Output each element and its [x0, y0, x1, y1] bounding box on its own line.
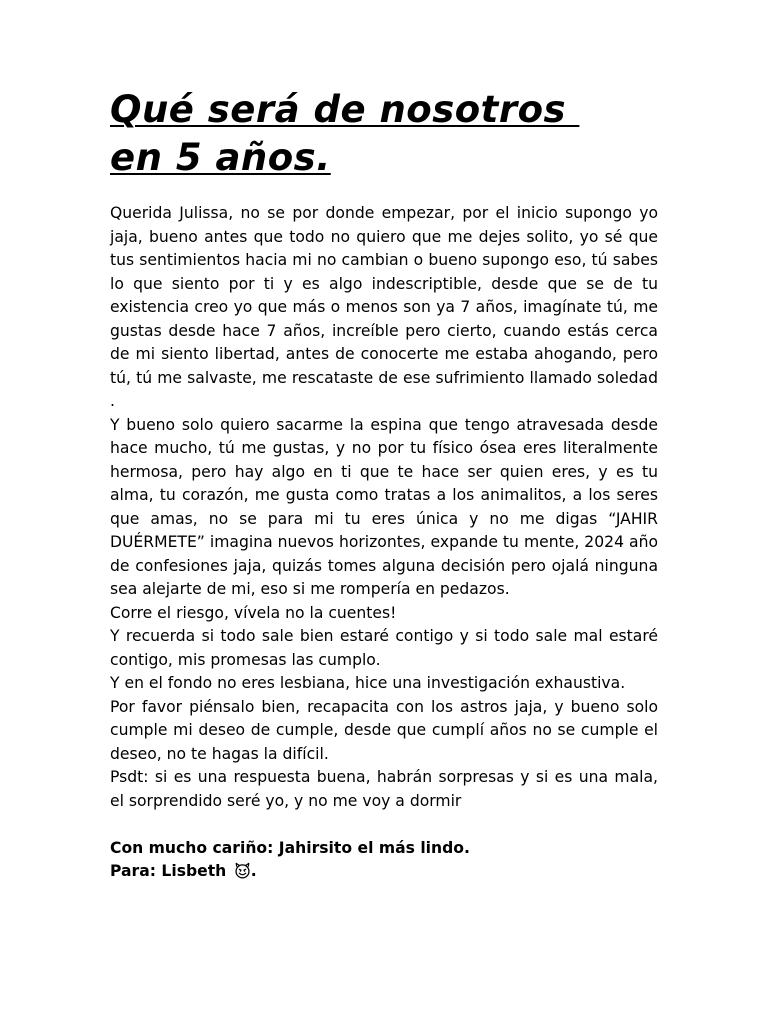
signature-line-2	[110, 860, 658, 884]
smiling-devil-icon	[234, 862, 251, 879]
signature-recipient: Para: Lisbeth	[110, 862, 232, 880]
paragraph-2: Y bueno solo quiero sacarme la espina que tengo atravesada desde hace mucho, tú me gustas, y no por tu físico ósea eres literalmente hermosa, pero hay algo en ti que te hace ser quien eres, y es tu alma, tu corazón, me gusta como tratas a los animalitos, a los seres que amas, no se para mi tu eres única y no me digas “JAHIR DUÉRMETE” imagina nuevos horizontes, expande tu mente, 2024 año de confesiones jaja, quizás tomes alguna decisión pero ojalá ninguna sea alejarte de mi, eso si me rompería en pedazos.	[110, 415, 658, 598]
paragraph-6: Por favor piénsalo bien, recapacita con los astros jaja, y bueno solo cumple mi deseo de cumple, desde que cumplí años no se cumple el deseo, no te hagas la difícil.	[110, 697, 658, 763]
blank-line	[110, 813, 658, 837]
signature-period: .	[250, 862, 257, 880]
signature-line-1: Con mucho cariño: Jahirsito el más lindo.	[110, 838, 470, 857]
paragraph-4: Y recuerda si todo sale bien estaré contigo y si todo sale mal estaré contigo, mis promesas las cumplo.	[110, 627, 658, 669]
paragraph-7: Psdt: si es una respuesta buena, habrán sorpresas y si es una mala, el sorprendido seré yo, y no me voy a dormir	[110, 768, 658, 810]
title-line-2: en 5 años.	[110, 136, 331, 179]
title-line-1: Qué será de nosotros	[110, 88, 580, 131]
paragraph-1: Querida Julissa, no se por donde empezar, por el inicio supongo yo jaja, bueno antes que todo no quiero que me dejes solito, yo sé que tus sentimientos hacia mi no cambian o bueno supongo eso, tú sabes lo que siento por ti y es algo indescriptible, desde que se de tu existencia creo yo que más o menos son ya 7 años, imagínate tú, me gustas desde hace 7 años, increíble pero cierto, cuando estás cerca de mi siento libertad, antes de conocerte me estaba ahogando, pero tú, tú me salvaste, me rescataste de ese sufrimiento llamado soledad .	[110, 204, 658, 410]
letter-body	[110, 202, 658, 884]
paragraph-5: Y en el fondo no eres lesbiana, hice una investigación exhaustiva.	[110, 674, 626, 692]
page-title	[110, 86, 670, 182]
paragraph-3: Corre el riesgo, vívela no la cuentes!	[110, 603, 397, 622]
